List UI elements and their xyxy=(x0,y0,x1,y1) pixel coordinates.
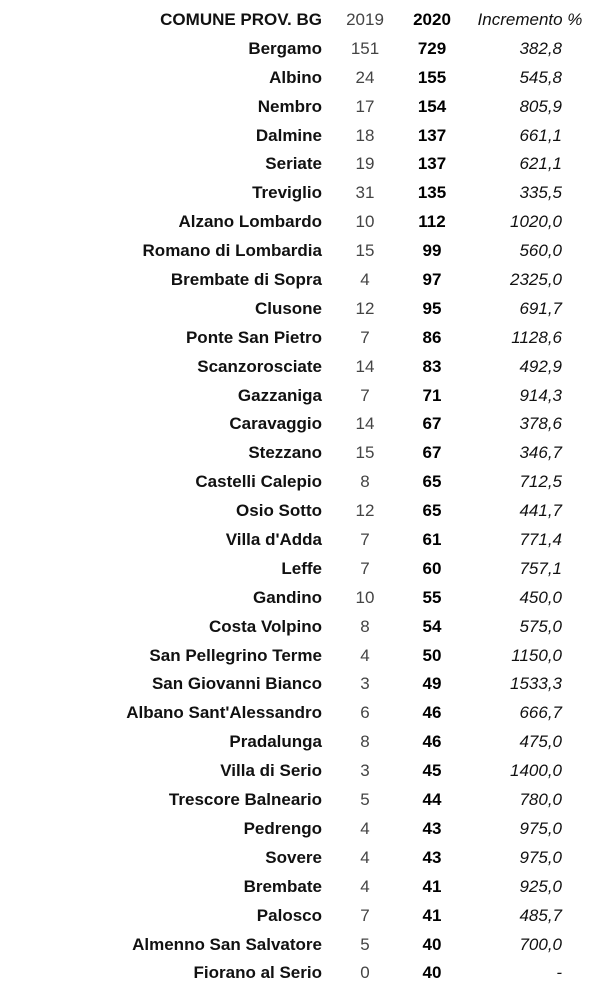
value-2020: 49 xyxy=(422,674,442,694)
incremento-value: 771,4 xyxy=(519,530,562,550)
table-row xyxy=(0,179,613,208)
value-2020: 95 xyxy=(422,298,442,318)
value-2019: 8 xyxy=(360,472,370,492)
incremento-value: 485,7 xyxy=(519,905,562,925)
incremento-value: 661,1 xyxy=(519,125,562,145)
table-row xyxy=(0,324,613,353)
table-row xyxy=(0,93,613,122)
incremento-cell xyxy=(460,584,612,613)
comune-name: Trescore Balneario xyxy=(168,790,322,810)
incremento-cell xyxy=(460,237,612,266)
value-2019: 18 xyxy=(355,125,375,145)
comune-name: Dalmine xyxy=(255,125,322,145)
incremento-value: 492,9 xyxy=(519,356,562,376)
table-row xyxy=(0,526,613,555)
incremento-cell xyxy=(460,613,612,642)
table-row xyxy=(0,382,613,411)
incremento-cell xyxy=(460,815,612,844)
comune-name: Seriate xyxy=(265,154,322,174)
value-2020: 65 xyxy=(422,472,442,492)
value-2019: 14 xyxy=(355,356,375,376)
incremento-cell xyxy=(460,208,612,237)
table-row xyxy=(0,642,613,671)
value-2019: 7 xyxy=(360,327,370,347)
comune-name: San Pellegrino Terme xyxy=(149,645,322,665)
comune-name: Scanzorosciate xyxy=(197,356,322,376)
value-2019: 4 xyxy=(360,645,370,665)
incremento-value: 475,0 xyxy=(519,732,562,752)
value-2019: 7 xyxy=(360,385,370,405)
comune-name: Osio Sotto xyxy=(236,501,322,521)
value-2020: 46 xyxy=(422,703,442,723)
comune-name: Fiorano al Serio xyxy=(193,963,322,983)
incremento-value: 780,0 xyxy=(519,790,562,810)
comune-name: Castelli Calepio xyxy=(195,472,322,492)
table-row xyxy=(0,670,613,699)
value-2020: 43 xyxy=(422,818,442,838)
value-2020: 67 xyxy=(422,443,442,463)
table-row xyxy=(0,728,613,757)
value-2020: 55 xyxy=(422,587,442,607)
comune-name: Sovere xyxy=(265,847,322,867)
comune-name: Almenno San Salvatore xyxy=(132,934,322,954)
incremento-cell xyxy=(460,64,612,93)
comune-name: Clusone xyxy=(254,298,322,318)
value-2020: 729 xyxy=(417,38,447,58)
incremento-cell xyxy=(460,35,612,64)
table-row xyxy=(0,786,613,815)
incremento-value: 805,9 xyxy=(519,96,562,116)
incremento-value: 560,0 xyxy=(519,241,562,261)
incremento-cell xyxy=(460,324,612,353)
table-row xyxy=(0,410,613,439)
incremento-value: 1128,6 xyxy=(511,327,562,347)
incremento-value: 1400,0 xyxy=(510,761,562,781)
comune-name: Ponte San Pietro xyxy=(185,327,322,347)
table-row xyxy=(0,613,613,642)
incremento-value: 1533,3 xyxy=(510,674,562,694)
comune-name: Caravaggio xyxy=(229,414,322,434)
table-row xyxy=(0,902,613,931)
incremento-cell xyxy=(460,410,612,439)
comune-name: Villa d'Adda xyxy=(225,530,322,550)
table-row xyxy=(0,150,613,179)
incremento-cell xyxy=(460,179,612,208)
value-2019: 10 xyxy=(355,212,375,232)
incremento-cell xyxy=(460,468,612,497)
value-2019: 151 xyxy=(350,38,380,58)
incremento-value: 545,8 xyxy=(519,67,562,87)
value-2019: 4 xyxy=(360,847,370,867)
table-row xyxy=(0,353,613,382)
value-2020: 71 xyxy=(422,385,442,405)
incremento-cell xyxy=(460,670,612,699)
value-2020: 40 xyxy=(422,963,442,983)
incremento-cell xyxy=(460,497,612,526)
table-row xyxy=(0,815,613,844)
value-2019: 5 xyxy=(360,790,370,810)
value-2019: 19 xyxy=(355,154,375,174)
value-2019: 5 xyxy=(360,934,370,954)
value-2020: 44 xyxy=(422,790,442,810)
value-2020: 112 xyxy=(418,212,446,232)
value-2020: 67 xyxy=(422,414,442,434)
comune-name: Leffe xyxy=(281,558,322,578)
table-row xyxy=(0,555,613,584)
incremento-value: 914,3 xyxy=(519,385,562,405)
comune-name: Costa Volpino xyxy=(208,616,322,636)
value-2019: 15 xyxy=(355,241,375,261)
table-body xyxy=(0,35,613,988)
table-row xyxy=(0,122,613,151)
incremento-cell xyxy=(460,959,612,988)
table-row xyxy=(0,237,613,266)
value-2020: 155 xyxy=(417,67,447,87)
value-2019: 15 xyxy=(355,443,375,463)
table-row xyxy=(0,266,613,295)
value-2019: 7 xyxy=(360,558,370,578)
incremento-cell xyxy=(460,786,612,815)
incremento-value: 712,5 xyxy=(519,472,562,492)
value-2020: 65 xyxy=(422,501,442,521)
comune-name: Albano Sant'Alessandro xyxy=(126,703,322,723)
incremento-value: 666,7 xyxy=(519,703,562,723)
value-2019: 4 xyxy=(360,818,370,838)
incremento-cell xyxy=(460,122,612,151)
comune-name: Romano di Lombardia xyxy=(142,241,322,261)
incremento-value: 1150,0 xyxy=(511,645,562,665)
comune-name: Gazzaniga xyxy=(237,385,322,405)
value-2020: 43 xyxy=(422,847,442,867)
incremento-value: 346,7 xyxy=(519,443,562,463)
incremento-cell xyxy=(460,382,612,411)
incremento-cell xyxy=(460,150,612,179)
incremento-cell xyxy=(460,931,612,960)
value-2020: 54 xyxy=(422,616,442,636)
incremento-value: 2325,0 xyxy=(510,270,562,290)
value-2020: 99 xyxy=(422,241,442,261)
value-2019: 24 xyxy=(355,67,375,87)
incremento-cell xyxy=(460,757,612,786)
table-header-row xyxy=(0,6,613,35)
incremento-value: 441,7 xyxy=(519,501,562,521)
comune-name: Brembate di Sopra xyxy=(170,270,322,290)
comune-name: Pradalunga xyxy=(229,732,322,752)
table-row xyxy=(0,295,613,324)
header-comune: COMUNE PROV. BG xyxy=(160,10,322,29)
incremento-value: 335,5 xyxy=(519,183,562,203)
table-row xyxy=(0,497,613,526)
table-row xyxy=(0,931,613,960)
value-2019: 12 xyxy=(355,298,375,318)
table-row xyxy=(0,584,613,613)
incremento-value: 378,6 xyxy=(519,414,562,434)
table-row xyxy=(0,873,613,902)
value-2019: 31 xyxy=(355,183,375,203)
table-row xyxy=(0,35,613,64)
comune-name: Pedrengo xyxy=(243,818,322,838)
comune-name: Treviglio xyxy=(252,183,322,203)
incremento-cell xyxy=(460,642,612,671)
value-2019: 12 xyxy=(355,501,375,521)
table-row xyxy=(0,64,613,93)
table-row xyxy=(0,757,613,786)
incremento-value: 691,7 xyxy=(519,298,562,318)
value-2019: 7 xyxy=(360,530,370,550)
value-2019: 0 xyxy=(360,963,370,983)
incremento-cell xyxy=(460,902,612,931)
incremento-cell xyxy=(460,555,612,584)
value-2019: 4 xyxy=(360,876,370,896)
incremento-cell xyxy=(460,873,612,902)
incremento-value: 382,8 xyxy=(519,38,562,58)
comune-name: Palosco xyxy=(256,905,322,925)
incremento-cell xyxy=(460,844,612,873)
value-2019: 14 xyxy=(355,414,375,434)
comune-name: Stezzano xyxy=(248,443,322,463)
table-row xyxy=(0,844,613,873)
header-2019: 2019 xyxy=(346,10,384,29)
comune-name: Albino xyxy=(269,67,322,87)
incremento-value: 975,0 xyxy=(519,818,562,838)
incremento-value: 1020,0 xyxy=(510,212,562,232)
incremento-value: 925,0 xyxy=(519,876,562,896)
value-2019: 7 xyxy=(360,905,370,925)
value-2019: 10 xyxy=(355,587,375,607)
incremento-cell xyxy=(460,353,612,382)
incremento-cell xyxy=(460,699,612,728)
incremento-cell xyxy=(460,526,612,555)
value-2019: 6 xyxy=(360,703,370,723)
value-2020: 83 xyxy=(422,356,442,376)
value-2020: 45 xyxy=(422,761,442,781)
value-2020: 50 xyxy=(422,645,442,665)
value-2019: 17 xyxy=(355,96,375,116)
incremento-cell xyxy=(460,728,612,757)
comune-name: Bergamo xyxy=(248,38,322,58)
table-row xyxy=(0,439,613,468)
comune-name: Nembro xyxy=(257,96,322,116)
incremento-cell xyxy=(460,439,612,468)
table-row xyxy=(0,959,613,988)
value-2019: 3 xyxy=(360,761,370,781)
value-2019: 3 xyxy=(360,674,370,694)
incremento-cell xyxy=(460,295,612,324)
value-2020: 135 xyxy=(417,183,447,203)
comune-name: Brembate xyxy=(243,876,322,896)
table-row xyxy=(0,468,613,497)
incremento-cell xyxy=(460,93,612,122)
table-row xyxy=(0,208,613,237)
incremento-value: 757,1 xyxy=(519,558,562,578)
value-2020: 154 xyxy=(417,96,447,116)
comune-name: San Giovanni Bianco xyxy=(151,674,322,694)
municipality-table xyxy=(0,6,613,988)
header-2020: 2020 xyxy=(413,10,451,29)
header-incremento-label: Incremento % xyxy=(477,10,583,29)
value-2020: 46 xyxy=(422,732,442,752)
value-2020: 61 xyxy=(422,530,442,550)
comune-name: Villa di Serio xyxy=(220,761,322,781)
incremento-value: 700,0 xyxy=(519,934,562,954)
value-2020: 40 xyxy=(422,934,442,954)
value-2020: 41 xyxy=(422,876,442,896)
value-2020: 86 xyxy=(422,327,442,347)
value-2020: 137 xyxy=(417,154,447,174)
incremento-value: 975,0 xyxy=(519,847,562,867)
table-row xyxy=(0,699,613,728)
incremento-value: 621,1 xyxy=(519,154,562,174)
incremento-cell xyxy=(460,266,612,295)
value-2020: 60 xyxy=(422,558,442,578)
value-2019: 4 xyxy=(360,270,370,290)
header-incremento xyxy=(460,6,612,35)
comune-name: Alzano Lombardo xyxy=(178,212,322,232)
value-2019: 8 xyxy=(360,616,370,636)
comune-name: Gandino xyxy=(253,587,322,607)
value-2020: 137 xyxy=(417,125,447,145)
incremento-value: 575,0 xyxy=(519,616,562,636)
incremento-value: - xyxy=(556,963,562,983)
value-2019: 8 xyxy=(360,732,370,752)
value-2020: 41 xyxy=(422,905,442,925)
incremento-value: 450,0 xyxy=(519,587,562,607)
value-2020: 97 xyxy=(422,270,442,290)
